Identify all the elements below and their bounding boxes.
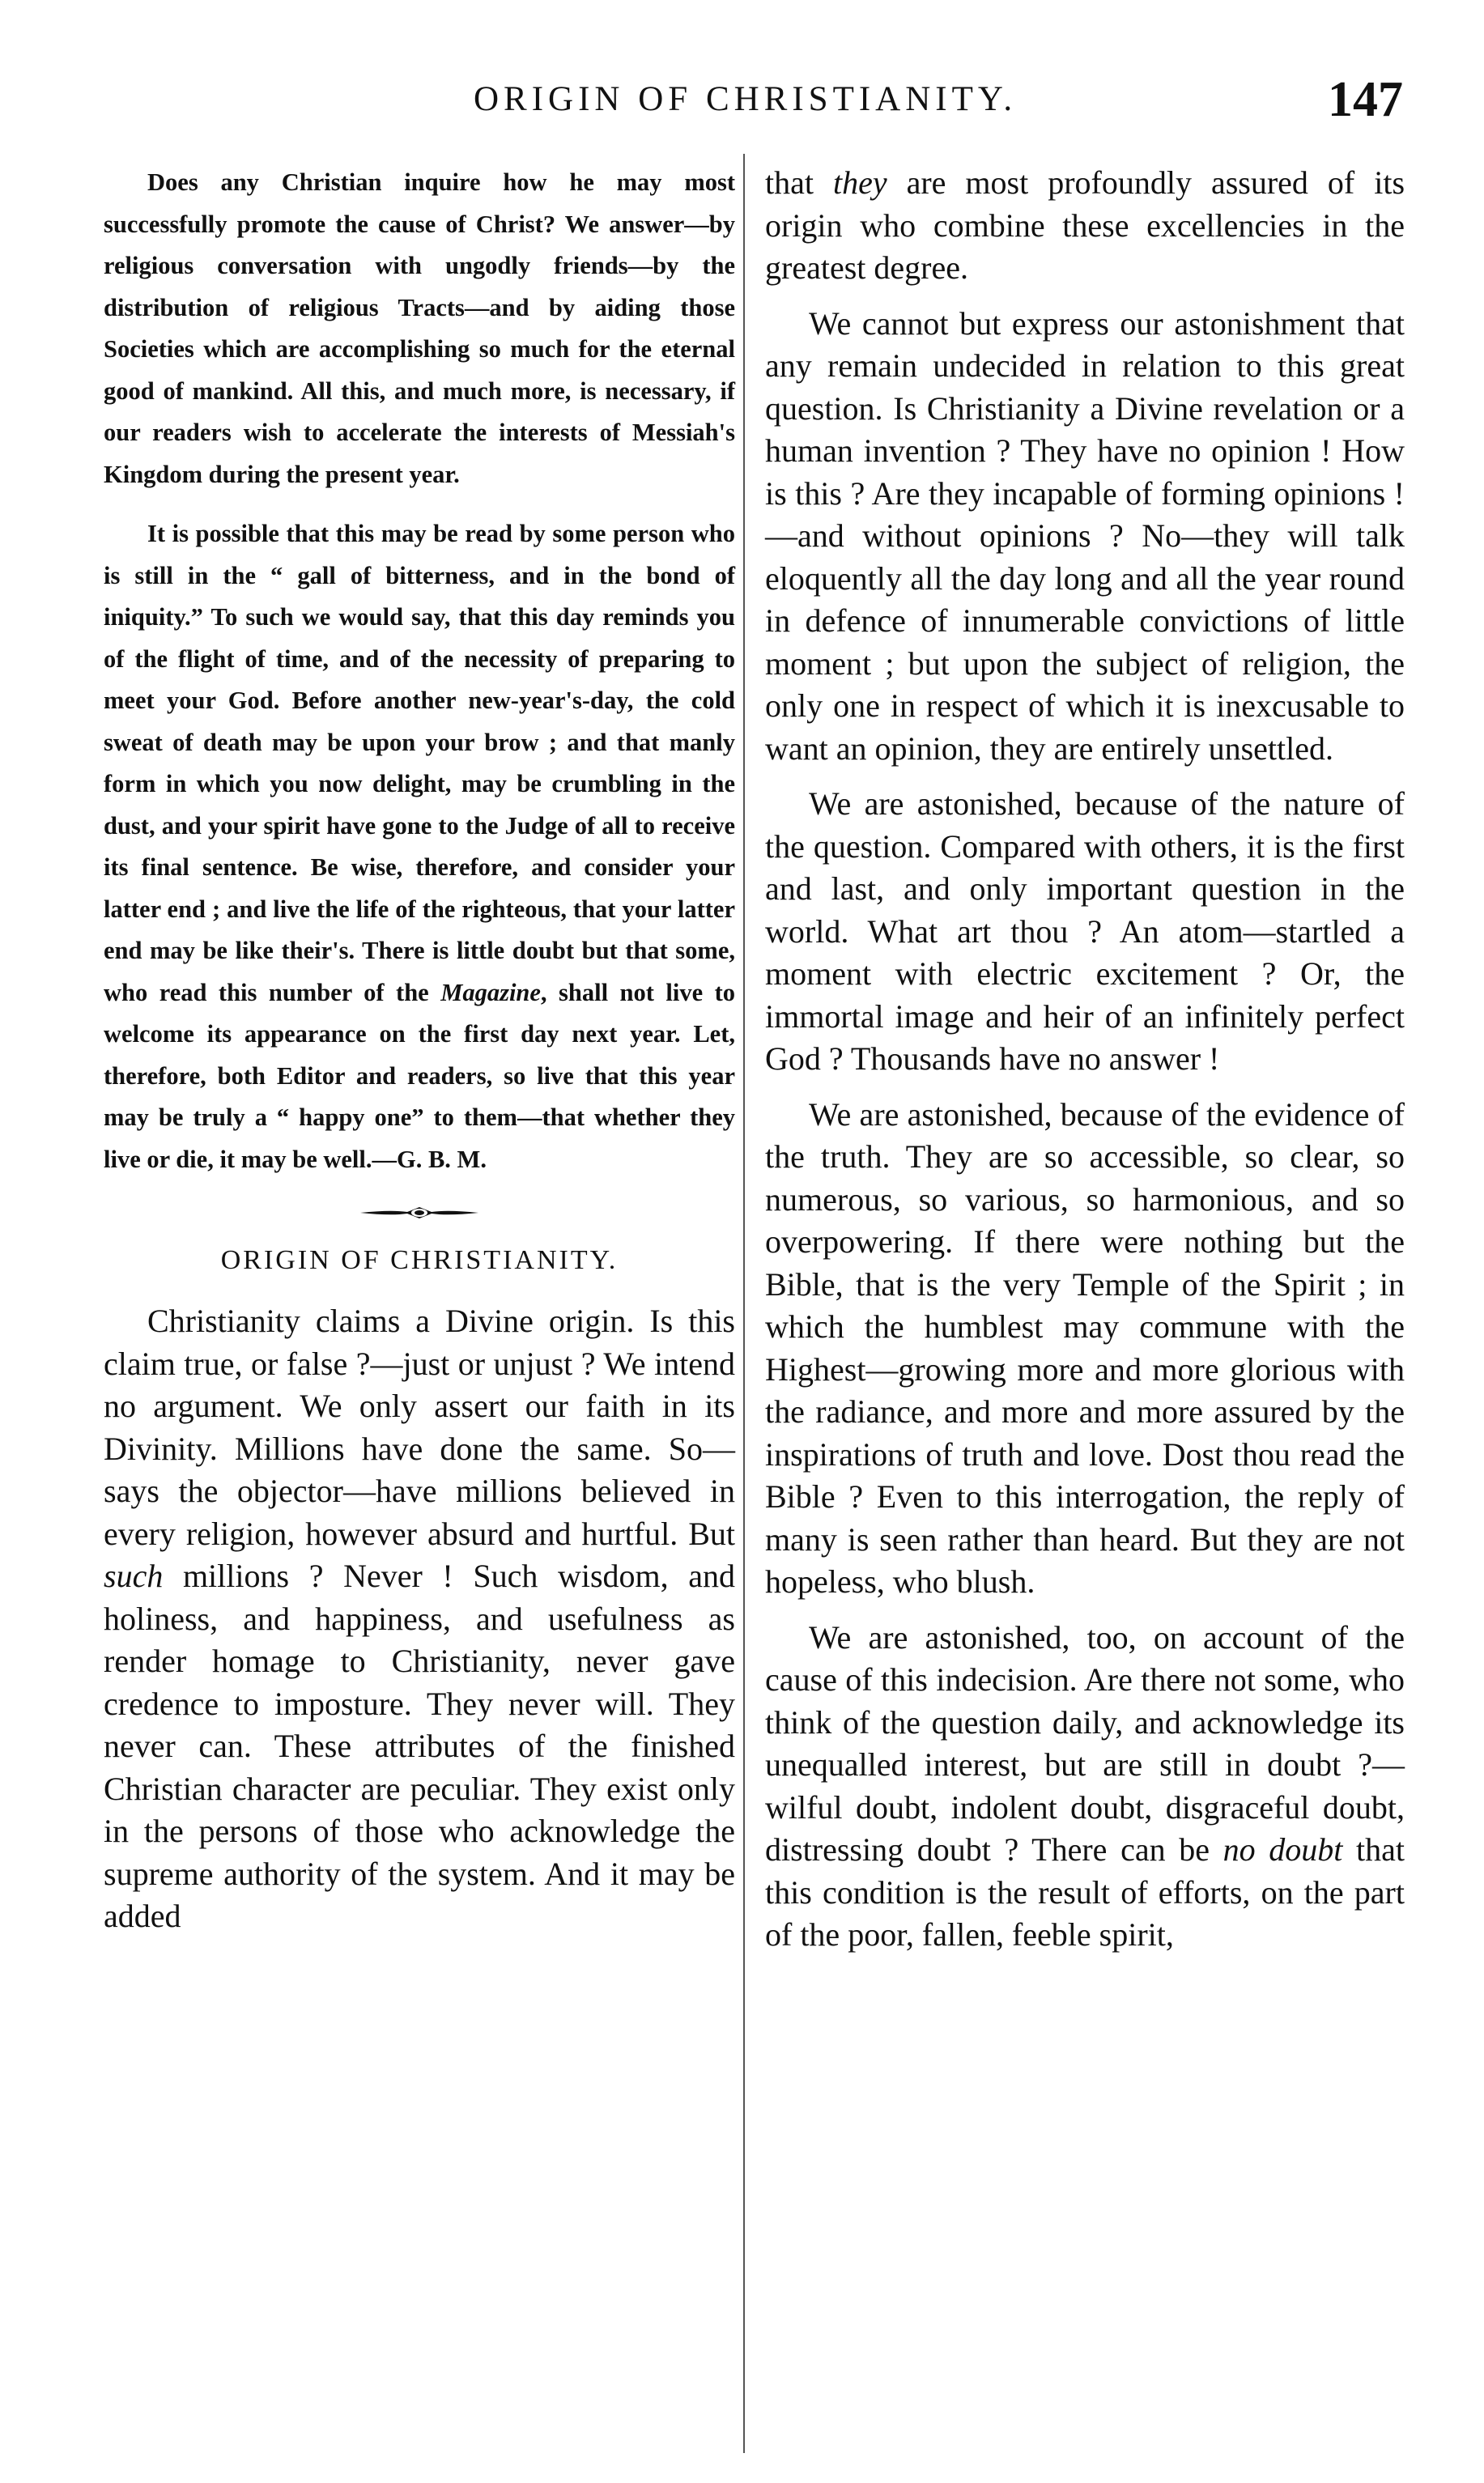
section-ornament (104, 1188, 735, 1237)
right-paragraph-5-text-a: We are astonished, too, on account of the cause of this indecision. Are there not some, who think of the question daily, and acknowledge its unequalled interest, but are still in doubt ?—wilful doubt, indolent doubt, disgraceful doubt, distressing doubt ? There can be (765, 1618, 1405, 1868)
left-paragraph-3-text-a: Christianity claims a Divine origin. Is this claim true, or false ?—just or unjust ? We intend no argument. We only assert our faith in its Divinity. Millions have done the same. So—says the objector—have millions believed in every religion, however absurd and hurtful. But (104, 1303, 735, 1552)
right-column (765, 162, 1405, 1957)
column-divider (743, 154, 745, 2453)
left-paragraph-2 (104, 513, 735, 1180)
right-paragraph-3: We are astonished, because of the nature of the question. Compared with others, it is the first and last, and only important question in the world. What art thou ? An atom—startled a moment with electric excitement ? Or, the immortal image and heir of an infinitely perfect God ? Thousands have no answer ! (765, 785, 1405, 1077)
right-paragraph-2: We cannot but express our astonishment that any remain undecided in relation to this great question. Is Christianity a Divine revelation or a human invention ? They have no opinion ! How is this ? Are they incapable of forming opinions !—and without opinions ? No—they will talk eloquently all the day long and all the year round in defence of innumerable convictions of little moment ; but upon the subject of religion, the only one in respect of which it is inexcusable to want an opinion, they are entirely unsettled. (765, 304, 1405, 767)
right-paragraph-5 (765, 1617, 1405, 1957)
left-paragraph-3-text-b: millions ? Never ! Such wisdom, and holiness, and happiness, and usefulness as render homage to Christianity, never gave credence to imposture. They never will. They never can. These attributes of the finished Christian character are peculiar. They exist only in the persons of those who acknowledge the supreme authority of the system. And it may be added (104, 1558, 735, 1934)
no-doubt-italic: no doubt (1222, 1831, 1343, 1868)
running-head (0, 71, 1484, 136)
right-paragraph-4: We are astonished, because of the evidence of the truth. They are so accessible, so clear, so numerous, so various, so harmonious, and so overpowering. If there were nothing but the Bible, that is the very Temple of the Spirit ; in which the humblest may commune with the Highest—growing more and more glorious with the radiance, and more and more assured by the inspirations of truth and love. Dost thou read the Bible ? Even to this interrogation, the reply of many is seen rather than heard. But they are not hopeless, who blush. (765, 1095, 1405, 1600)
such-italic: such (104, 1558, 164, 1594)
running-title: ORIGIN OF CHRISTIANITY. (474, 80, 1018, 118)
they-italic: they (832, 164, 887, 201)
right-paragraph-1 (765, 162, 1405, 290)
right-paragraph-1-text-b: are most profoundly assured of its origin who combine these excellencies in the greatest degree. (765, 164, 1405, 286)
left-column (104, 162, 735, 1938)
section-heading: ORIGIN OF CHRISTIANITY. (220, 1245, 619, 1275)
left-paragraph-2-text-b: , shall not live to welcome its appearance on the first day next year. Let, therefore, both Editor and readers, so live that this year may be truly a “ happy one” to them—that whether they live or die, it may be well.—G. B. M. (104, 978, 736, 1173)
left-paragraph-2-text-a: It is possible that this may be read by some person who is still in the “ gall of bitterness, and in the bond of iniquity.” To such we would say, that this day reminds you of the flight of time, and of the necessity of preparing to meet your God. Before another new-year's-day, the cold sweat of death may be upon your brow ; and that manly form in which you now delight, may be crumbling in the dust, and your spirit have gone to the Judge of all to receive its final sentence. Be wise, therefore, and consider your latter end ; and live the life of the righteous, that your latter end may be like their's. There is little doubt but that some, who read this number of the (104, 520, 735, 1006)
left-paragraph-1: Does any Christian inquire how he may most successfully promote the cause of Christ? We answer—by religious conversation with ungodly friends—by the distribution of religious Tracts—and by aiding those Societies which are accomplishing so much for the eternal good of mankind. All this, and much more, is necessary, if our readers wish to accelerate the interests of Messiah's Kingdom during the present year. (104, 168, 735, 488)
right-paragraph-5-text-b: that this condition is the result of efforts, on the part of the poor, fallen, feeble spirit, (765, 1831, 1405, 1953)
magazine-italic: Magazine (440, 978, 541, 1006)
right-paragraph-1-text-a: that (765, 164, 833, 201)
page-number: 147 (1328, 72, 1403, 127)
left-paragraph-3 (104, 1300, 735, 1938)
ornament-rule-icon (359, 1203, 480, 1222)
